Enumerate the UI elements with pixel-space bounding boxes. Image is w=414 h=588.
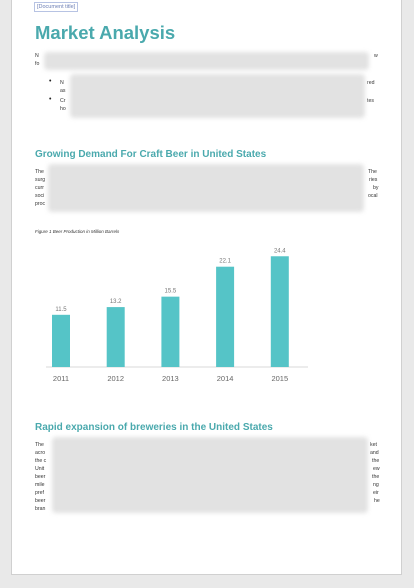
redacted-section-2 — [52, 437, 368, 513]
bullet-1-fragment-left: N — [60, 80, 64, 86]
s2-fragment-r2: and — [370, 450, 379, 456]
s2-fragment-l9: bran — [35, 506, 46, 512]
s2-fragment-r3: the — [372, 458, 380, 464]
s2-fragment-l3: the c — [35, 458, 47, 464]
bar-value-label-2011: 11.5 — [55, 306, 67, 313]
redacted-bullets — [70, 74, 365, 118]
bar-2013 — [161, 297, 179, 367]
intro-fragment-left-2: fo — [35, 61, 40, 67]
bar-2015 — [271, 256, 289, 367]
x-tick-label-2011: 2011 — [52, 374, 70, 383]
s1-fragment-l4: soci — [35, 193, 45, 199]
bar-value-label-2014: 22.1 — [219, 258, 231, 265]
bullet-2-fragment-left-2: ho — [60, 106, 66, 112]
s1-fragment-r4: ocal — [368, 193, 378, 199]
page-title: Market Analysis — [35, 22, 176, 43]
s2-fragment-l8: beer — [35, 498, 46, 504]
s2-fragment-l4: Unit — [35, 466, 45, 472]
bullet-2-marker: • — [49, 96, 52, 103]
redacted-section-1 — [48, 164, 364, 212]
intro-fragment-right: w — [374, 53, 378, 59]
bar-2012 — [107, 307, 125, 367]
bullet-1-fragment-left-2: as — [60, 88, 66, 94]
x-tick-label-2015: 2015 — [271, 374, 289, 383]
s2-fragment-r5: the — [372, 474, 380, 480]
s1-fragment-r1: The — [368, 169, 377, 175]
s1-fragment-r2: ries — [369, 177, 378, 183]
s2-fragment-r4: ew — [373, 466, 380, 472]
s2-fragment-r7: eir — [373, 490, 379, 496]
x-tick-label-2014: 2014 — [216, 374, 234, 383]
bar-value-label-2015: 24.4 — [273, 248, 286, 255]
bar-value-label-2013: 15.5 — [164, 288, 177, 295]
beer-production-bar-chart — [12, 235, 403, 395]
s2-fragment-l5: beer — [35, 474, 46, 480]
x-tick-label-2013: 2013 — [162, 374, 179, 383]
s2-fragment-l2: acro — [35, 450, 46, 456]
s2-fragment-r6: ng — [373, 482, 379, 488]
intro-fragment-left: N — [35, 53, 39, 59]
s1-fragment-r3: by — [373, 185, 379, 191]
bullet-2-fragment-left: Cr — [60, 98, 66, 104]
document-page — [11, 0, 402, 575]
s1-fragment-l5: proc — [35, 201, 46, 207]
bullet-2-fragment-right: tes — [367, 98, 374, 104]
s2-fragment-l7: pref — [35, 490, 44, 496]
redacted-intro — [44, 52, 369, 70]
figure-caption: Figure 1 Beer Production in Million Barrels — [35, 229, 120, 234]
bar-2011 — [52, 315, 70, 367]
s2-fragment-r1: ket — [370, 442, 377, 448]
bar-value-label-2012: 13.2 — [109, 299, 122, 306]
section-heading-craft-beer: Growing Demand For Craft Beer in United States — [35, 149, 267, 160]
document-title-field[interactable]: [Document title] — [34, 2, 78, 12]
x-tick-label-2012: 2012 — [107, 374, 125, 383]
bullet-1-fragment-right: red — [367, 80, 375, 86]
s1-fragment-l1: The — [35, 169, 44, 175]
bullet-1-marker: • — [49, 78, 52, 85]
s2-fragment-r8: he — [374, 498, 380, 504]
s1-fragment-l3: curr — [35, 185, 44, 191]
section-heading-breweries: Rapid expansion of breweries in the United States — [35, 422, 273, 433]
bar-2014 — [216, 267, 234, 367]
s2-fragment-l6: mile — [35, 482, 45, 488]
s2-fragment-l1: The — [35, 442, 44, 448]
s1-fragment-l2: surg — [35, 177, 46, 183]
